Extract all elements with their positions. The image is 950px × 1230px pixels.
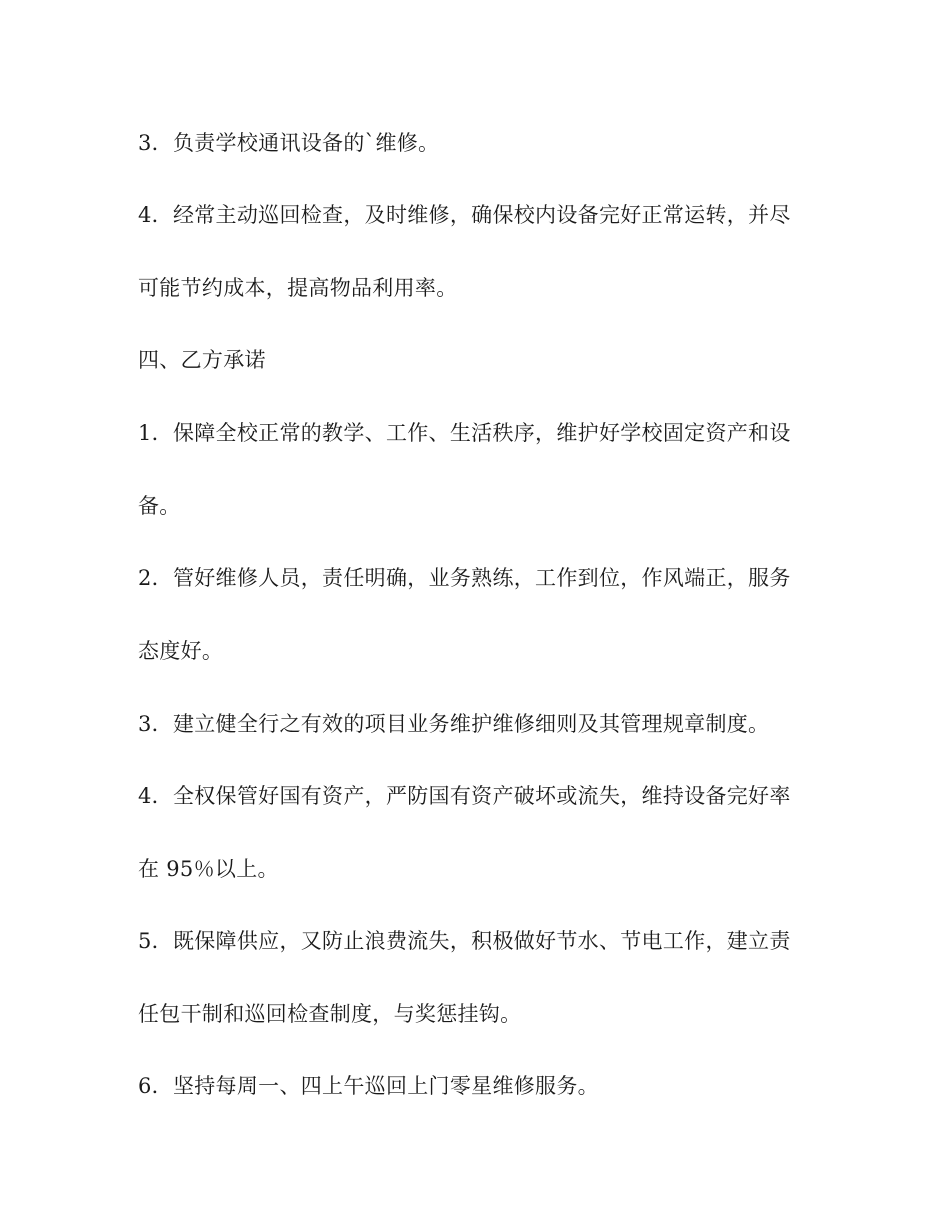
text-line: 可能节约成本，提高物品利用率。 xyxy=(138,276,458,300)
text-line: 3．建立健全行之有效的项目业务维护维修细则及其管理规章制度。 xyxy=(138,712,770,736)
text-line: 3．负责学校通讯设备的`维修。 xyxy=(138,131,440,155)
text-line: 5．既保障供应，又防止浪费流失，积极做好节水、节电工作，建立责 xyxy=(138,929,791,953)
text-line: 在 95％以上。 xyxy=(138,857,279,881)
text-line: 2．管好维修人员，责任明确，业务熟练，工作到位，作风端正，服务 xyxy=(138,566,791,590)
text-line: 态度好。 xyxy=(138,639,224,663)
text-line: 1．保障全校正常的教学、工作、生活秩序，维护好学校固定资产和设 xyxy=(138,421,791,445)
section-heading: 四、乙方承诺 xyxy=(138,348,266,372)
text-line: 4．全权保管好国有资产，严防国有资产破坏或流失，维持设备完好率 xyxy=(138,784,791,808)
text-line: 6．坚持每周一、四上午巡回上门零星维修服务。 xyxy=(138,1074,599,1098)
text-line: 备。 xyxy=(138,494,181,518)
text-line: 任包干制和巡回检查制度，与奖惩挂钩。 xyxy=(138,1002,522,1026)
text-line: 4．经常主动巡回检查，及时维修，确保校内设备完好正常运转，并尽 xyxy=(138,203,791,227)
